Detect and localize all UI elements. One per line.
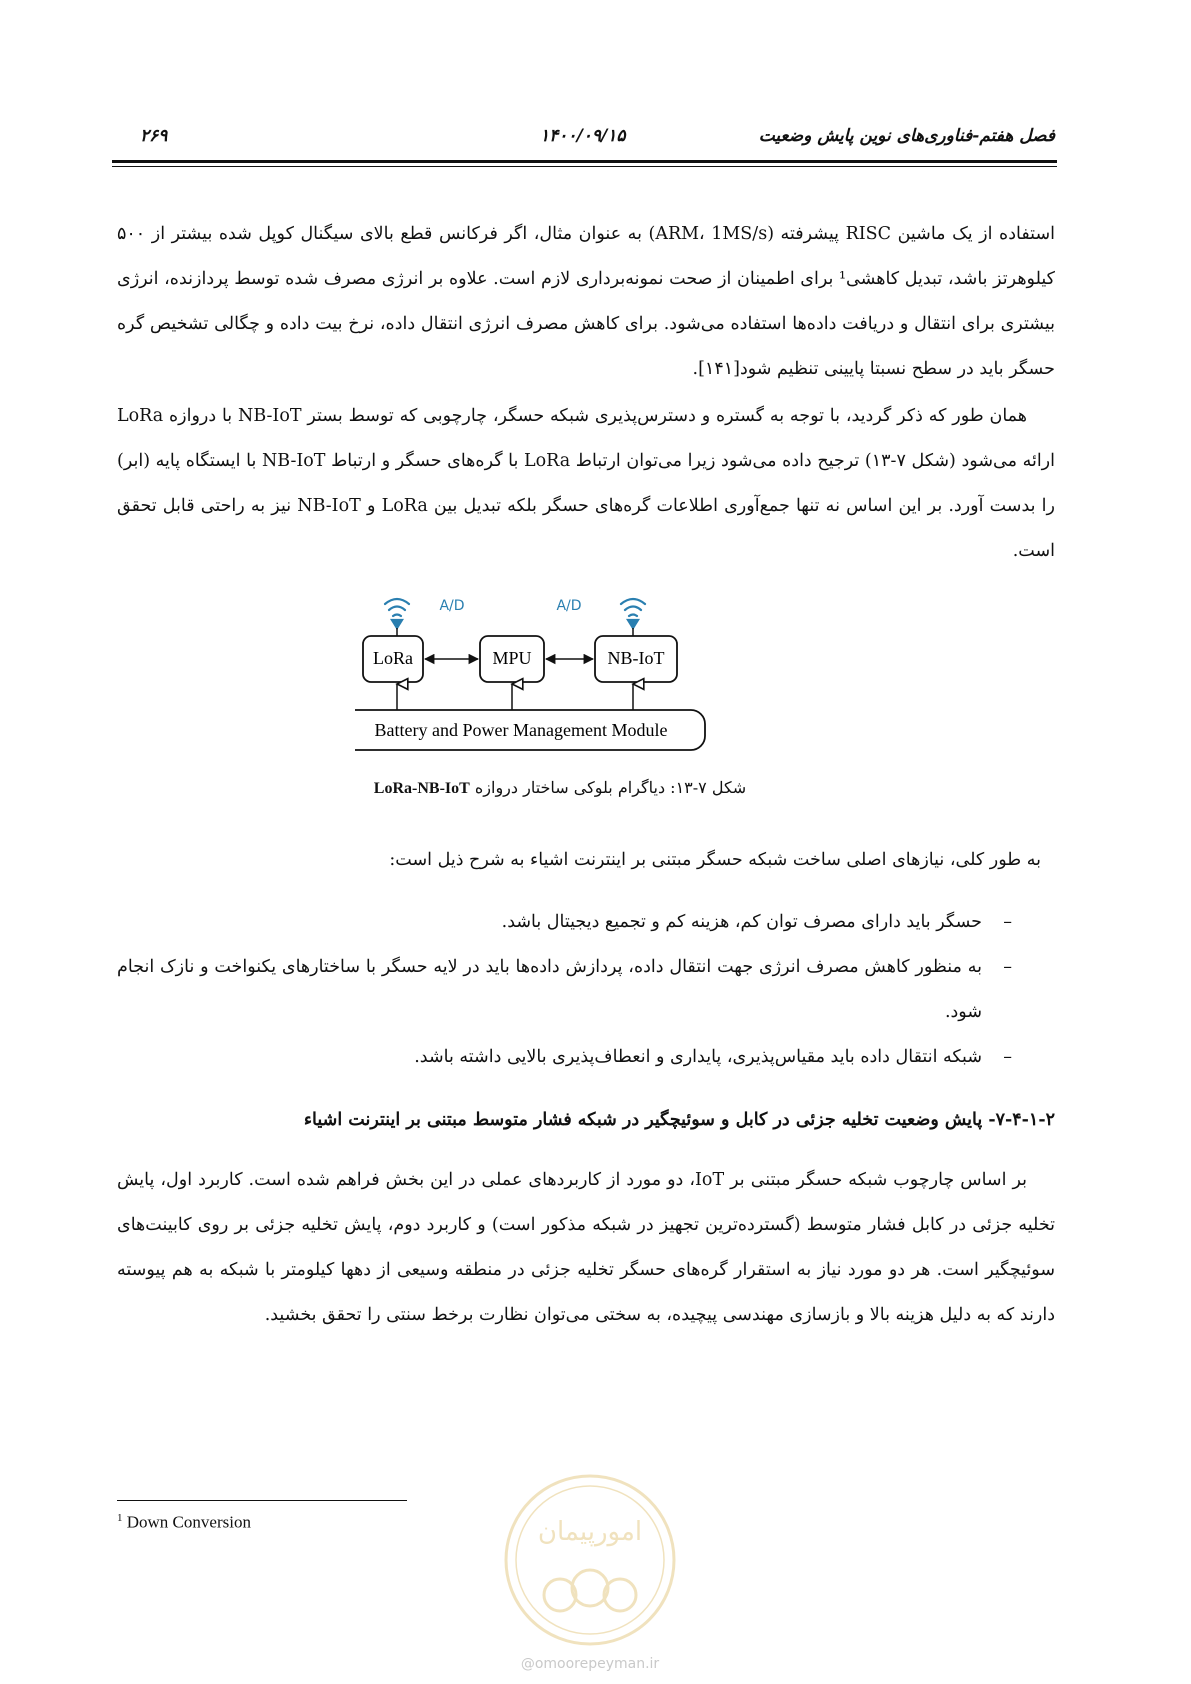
nbiot-label: NB-IoT <box>607 648 665 668</box>
requirements-list <box>117 900 1012 1080</box>
header-date: ۱۴۰۰/۰۹/۱۵ <box>540 126 626 146</box>
list-item: – به منظور کاهش مصرف انرژی جهت انتقال داده، پردازش داده‌ها باید در لایه حسگر با ساختارهای یکنواخت و نازک انجام شود. <box>117 945 1012 1035</box>
ad-label-left: A/D <box>439 598 465 614</box>
nbiot-antenna-icon <box>621 599 645 628</box>
paragraph-2: همان طور که ذکر گردید، با توجه به گستره و دسترس‌پذیری شبکه حسگر، چارچوبی که توسط بستر NB-IoT با دروازه LoRa ارائه می‌شود (شکل ۷-۱۳) ترجیح داده می‌شود زیرا می‌توان ارتباط LoRa با گره‌های حسگر و ارتباط NB-IoT با ایستگاه پایه (ابر) را بدست آورد. بر این اساس نه تنها جمع‌آوری اطلاعات گره‌های حسگر بلکه تبدیل بین LoRa و NB-IoT نیز به راحتی قابل تحقق است. <box>117 406 1055 561</box>
paragraph-3: بر اساس چارچوب شبکه حسگر مبتنی بر IoT، دو مورد از کاربردهای عملی در این بخش فراهم شده است. کاربرد اول، پایش تخلیه جزئی در کابل فشار متوسط (گسترده‌ترین تجهیز در شبکه مذکور است) و کاربرد دوم، پایش تخلیه جزئی بر روی کابینت‌های سوئیچگیر است. هر دو مورد نیاز به استقرار گره‌های حسگر تخلیه جزئی در منطقه وسیعی از دهها کیلومتر با شبکه به هم پیوسته دارند که به دلیل هزینه بالا و بازسازی مهندسی پیچیده، به سختی می‌توان نظارت برخط سنتی را تحقق بخشید. <box>117 1170 1055 1325</box>
caption-text: شکل ۷-۱۳: دیاگرام بلوکی ساختار دروازه <box>469 778 747 797</box>
page-number: ۲۶۹ <box>140 126 168 146</box>
paragraph-1: استفاده از یک ماشین RISC پیشرفته (ARM، 1MS/s) به عنوان مثال، اگر فرکانس قطع بالای سیگنال کوپل شده بیشتر از ۵۰۰ کیلوهرتز باشد، تبدیل کاهشی¹ برای اطمینان از صحت نمونه‌برداری لازم است. علاوه بر انرژی مصرف شده توسط پردازنده، انرژی بیشتری برای انتقال و دریافت داده‌ها استفاده می‌شود. برای کاهش مصرف انرژی انتقال داده، نرخ بیت داده و چگالی تشخیص گره حسگر باید در سطح نسبتا پایینی تنظیم شود[۱۴۱]. <box>117 224 1056 379</box>
watermark-logo <box>500 1470 680 1660</box>
footnote-text: Down Conversion <box>126 1512 251 1532</box>
gateway-block-diagram <box>355 592 775 772</box>
ad-label-right: A/D <box>556 598 582 614</box>
list-item: – حسگر باید دارای مصرف توان کم، هزینه کم و تجمیع دیجیتال باشد. <box>117 900 1012 945</box>
page-header <box>120 126 1055 156</box>
footnote-marker: 1 <box>117 1512 123 1524</box>
lora-antenna-icon <box>385 599 409 628</box>
list-item: – شبکه انتقال داده باید مقیاس‌پذیری، پایداری و انعطاف‌پذیری بالایی داشته باشد. <box>117 1035 1012 1080</box>
footnote <box>117 1512 251 1533</box>
mpu-label: MPU <box>492 648 532 668</box>
lora-label: LoRa <box>373 648 413 668</box>
requirements-intro: به طور کلی، نیازهای اصلی ساخت شبکه حسگر مبتنی بر اینترنت اشیاء به شرح ذیل است: <box>389 850 1041 870</box>
section-heading: ۷-۴-۱-۲- پایش وضعیت تخلیه جزئی در کابل و سوئیچگیر در شبکه فشار متوسط مبتنی بر اینترنت اشیاء <box>303 1110 1055 1130</box>
watermark-logo-text: امورپیمان <box>537 1517 643 1547</box>
figure-caption <box>300 778 820 798</box>
chapter-title: فصل هفتم-فناوری‌های نوین پایش وضعیت <box>758 126 1055 146</box>
footnote-rule <box>117 1500 407 1501</box>
header-rule-thick <box>112 160 1057 163</box>
caption-bold: LoRa-NB-IoT <box>373 780 470 797</box>
battery-label: Battery and Power Management Module <box>374 720 668 740</box>
watermark-url: @omoorepeyman.ir <box>520 1656 660 1672</box>
header-rule-thin <box>112 166 1057 167</box>
